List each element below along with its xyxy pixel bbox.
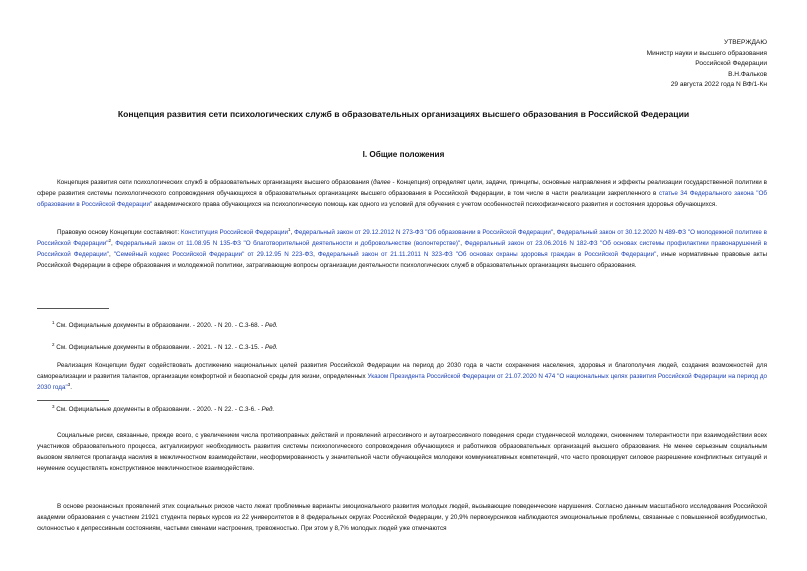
text-run: . (70, 384, 72, 392)
text-run: , иные нормативные правовые акты Российской Федерации в сфере образования и молодежной политики, затрагивающие вопросы организации деятельности психологических служб в образовательных организациях высшего образования. (37, 251, 768, 270)
paragraph-social-risks: Социальные риски, связанные, прежде всего, с увеличением числа противоправных действий и проявлений агрессивного и аутоагрессивного поведения среди студенческой молодежи, снижением толерантности при взаимодействии всех участников образовательного процесса, актуализируют необходимость развития системы психологического сопровождения обучающихся и работников образовательных организаций высшего образования. Не менее серьезным социальным вызовом является пропаганда насилия в межличностном взаимодействии, несформированность у значительной части обучающейся молодежи коммуникативных компетенций, что часто провоцирует силовое разрешение конфликтных ситуаций и неумение осуществлять конструктивное межличностное взаимодействие. (37, 432, 767, 473)
footnote-text: См. Официальные документы в образовании. - 2020. - N 20. - С.3-68. - (54, 322, 265, 329)
text-run: , (313, 251, 318, 259)
paragraph-research-data: В основе резонансных проявлений этих социальных рисков часто лежат проблемные варианты эмоционального развития молодых людей, вызывающие поведенческие нарушения. Согласно данным масштабного исследования Российской академии образования с участием 21921 студента первых курсов из 22 университетов в 8 федеральных округах Российской Федерации, у 20,9% первокурсников наблюдаются эмоциональные проблемы, связанные с повышенной возбудимостью, склонностью к депрессивным состояниям, частыми сменами настроения, тревожностью. При этом у 8,7% молодых людей уже отмечаются (37, 503, 767, 533)
approval-heading: УТВЕРЖДАЮ (724, 39, 767, 46)
text-run: - Концепция) определяет цели, задачи, принципы, основные направления и эффекты реализации государственной политики в сфере развития системы психологического сопровождения обучающихся в образовательных организациях высшего образования в Российской Федерации, в том числе в части реализации закрепленного в (37, 179, 768, 198)
paragraph-concept-definition (37, 177, 767, 210)
footnote-ref-1[interactable]: 1 (288, 226, 291, 232)
text-run: академического права обучающихся на психологическую помощь как одного из условий для обучения с учетом особенностей психофизического развития и состояния здоровья обучающихся. (152, 201, 718, 209)
text-run: , (290, 229, 295, 236)
footnote-divider (37, 308, 109, 309)
link-law-182[interactable]: Федеральный закон от 23.06.2016 N 182-ФЗ "Об основах системы профилактики правонарушений в Российской Федерации" (37, 240, 767, 259)
footnote-editor-note: Ред. (261, 406, 275, 413)
link-law-489[interactable]: Федеральный закон от 30.12.2020 N 489-ФЗ "О молодежной политике в Российской Федерации" (37, 229, 768, 248)
text-run: , (460, 240, 465, 248)
link-law-135[interactable]: Федеральный закон от 11.08.95 N 135-ФЗ "О благотворительной деятельности и добровольчестве (волонтерстве)" (115, 240, 461, 248)
text-run: Реализация Концепции будет содействовать достижению национальных целей развития Российской Федерации на период до 2030 года в части сохранения населения, здоровья и благополучия людей, создания возможностей для самореализации и развития талантов, организации комфортной и безопасной среды для жизни, определенных (37, 362, 767, 381)
text-run: , (111, 240, 116, 248)
footnote-1 (52, 321, 278, 331)
footnote-ref-3[interactable]: 3 (67, 382, 71, 388)
approval-country: Российской Федерации (695, 60, 767, 67)
footnote-2 (52, 343, 278, 353)
footnote-3 (52, 405, 274, 415)
text-run: , (109, 251, 114, 259)
footnote-mark: 3 (52, 403, 55, 409)
link-constitution[interactable]: Конституция Российской Федерации (180, 229, 289, 236)
approval-date: 29 августа 2022 года N ВФ/1-Кн (670, 81, 767, 88)
footnote-mark: 2 (52, 341, 55, 347)
link-law-273[interactable]: Федеральный закон от 29.12.2012 N 273-ФЗ "Об образовании в Российской Федерации" (294, 229, 554, 236)
approval-block (567, 38, 767, 91)
link-presidential-decree-474[interactable]: Указом Президента Российской Федерации от 21.07.2020 N 474 "О национальных целях развития Российской Федерации на период до 2030 года" (37, 373, 768, 392)
footnote-mark: 1 (52, 319, 55, 325)
link-law-323[interactable]: Федеральный закон от 21.11.2011 N 323-ФЗ "Об основах охраны здоровья граждан в Российской Федерации" (317, 251, 657, 259)
footnote-text: См. Официальные документы в образовании. - 2021. - N 12. - С.3-15. - (54, 344, 265, 351)
text-run: Правовую основу Концепции составляют: (57, 229, 181, 236)
link-family-code[interactable]: "Семейный кодекс Российской Федерации" от 29.12.95 N 223-ФЗ (113, 251, 314, 259)
text-run-italic: далее (373, 179, 391, 186)
footnote-editor-note: Ред. (264, 322, 278, 329)
text-run: , (553, 229, 557, 236)
text-run: Концепция развития сети психологических служб в образовательных организациях высшего образования ( (57, 179, 374, 186)
section-heading-1: I. Общие положения (362, 150, 445, 159)
footnote-ref-2[interactable]: 2 (108, 238, 112, 243)
paragraph-legal-basis (37, 227, 767, 271)
paragraph-national-goals (37, 360, 767, 393)
approval-signer: В.Н.Фальков (728, 70, 767, 78)
footnote-text: См. Официальные документы в образовании. - 2020. - N 22. - С.3-6. - (54, 406, 262, 413)
approval-position: Министр науки и высшего образования (646, 49, 767, 57)
link-article-34[interactable]: статье 34 Федерального закона "Об образовании в Российской Федерации" (37, 190, 767, 209)
footnote-divider (37, 400, 109, 401)
footnote-editor-note: Ред. (264, 344, 278, 351)
document-title: Концепция развития сети психологических служб в образовательных организациях высшего образования в Российской Федерации (117, 109, 690, 119)
